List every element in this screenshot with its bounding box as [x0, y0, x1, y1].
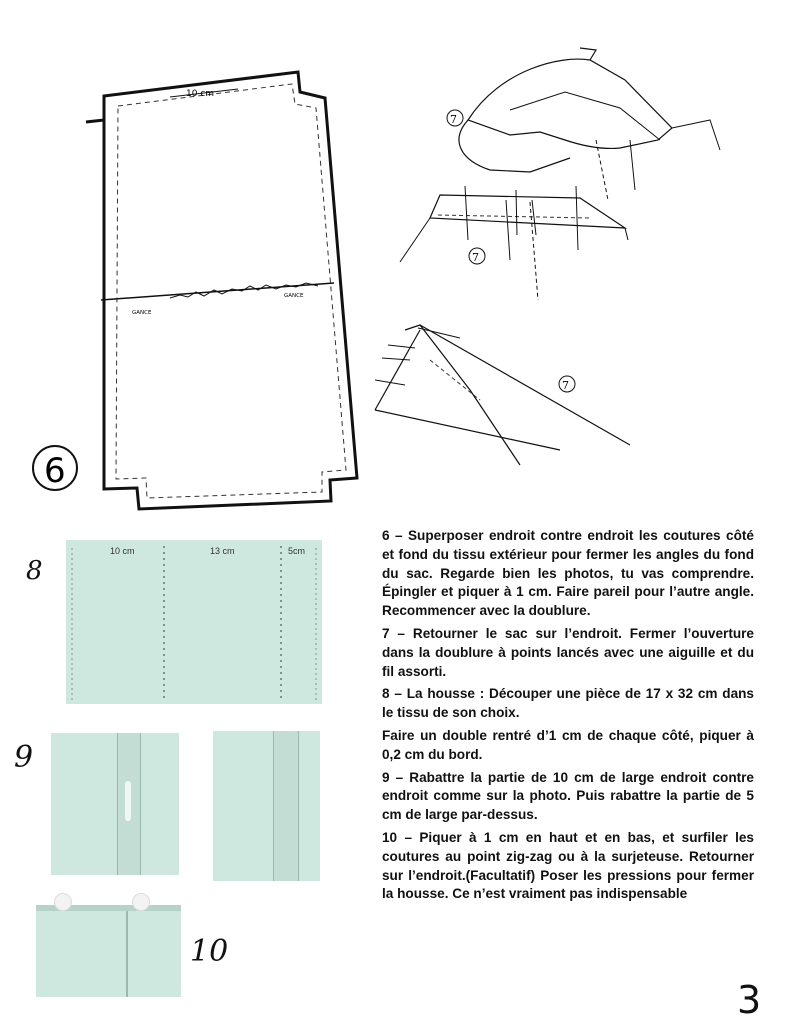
- dimension-label: 10 cm: [186, 89, 215, 99]
- step9-fabric-photo-right: [213, 731, 320, 881]
- instruction-step9: 9 – Rabattre la partie de 10 cm de large endroit contre endroit comme sur la photo. Puis rabattre la partie de 5 cm de large par-dessus.: [382, 769, 754, 823]
- step6-number: 6: [44, 451, 66, 491]
- gance-label-right: GANCE: [284, 293, 304, 299]
- step7-sketches: [360, 40, 780, 470]
- step9-number: 9: [14, 740, 34, 775]
- instruction-step7: 7 – Retourner le sac sur l’endroit. Fermer l’ouverture dans la doublure à points lancés avec une aiguille et du fil assorti.: [382, 625, 754, 679]
- step9-fabric-photo-left: [51, 733, 179, 875]
- step7-label-2: 7: [472, 251, 479, 264]
- instructions-text: [382, 527, 754, 908]
- step8-stitch-lines: [66, 540, 322, 704]
- instruction-step6: 6 – Superposer endroit contre endroit les coutures côté et fond du tissu extérieur pour fermer les angles du fond du sac. Regarde bien les photos, tu vas comprendre. Épingler et piquer à 1 cm. Faire pareil pour l’autre angle. Recommencer avec la doublure.: [382, 528, 754, 619]
- measure-10cm: 10 cm: [110, 546, 135, 556]
- measure-13cm: 13 cm: [210, 546, 235, 556]
- measure-5cm: 5cm: [288, 546, 306, 556]
- page-number: 3: [737, 978, 762, 1022]
- step10-fabric-photo: [36, 905, 181, 997]
- snap-icon: [132, 893, 150, 911]
- step8-fabric-photo: [66, 540, 322, 704]
- snap-icon: [54, 893, 72, 911]
- instruction-step8-hem: Faire un double rentré d’1 cm de chaque côté, piquer à 0,2 cm du bord.: [382, 727, 754, 762]
- gance-label-left: GANCE: [132, 310, 152, 316]
- step10-number: 10: [190, 934, 229, 969]
- step7-label-3: 7: [562, 379, 569, 392]
- instruction-step8: 8 – La housse : Découper une pièce de 17 x 32 cm dans le tissu de son choix.: [382, 686, 754, 721]
- step8-number: 8: [26, 556, 43, 586]
- step7-label-1: 7: [450, 113, 457, 126]
- instruction-step10: 10 – Piquer à 1 cm en haut et en bas, et surfiler les coutures au point zig-zag ou à la surjeteuse. Retourner sur l’endroit.(Facultatif) Poser les pressions pour fermer la housse. Ce n’est vraiment pas indispensable: [382, 829, 754, 902]
